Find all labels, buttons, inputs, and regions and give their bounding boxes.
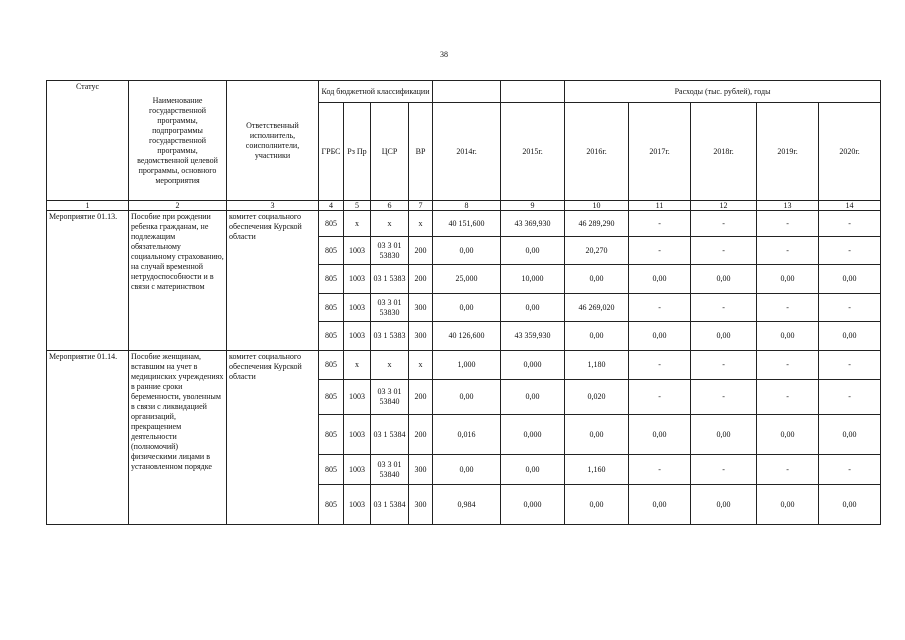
table-cell: 1003 xyxy=(344,322,371,351)
name-cell: Пособие женщинам, вставшим на учет в медицинских учреждениях в ранние сроки беременности, уволенным в связи с ликвидацией организаций, прекращением деятельности (полномочий) физическими лицами в установленном порядке xyxy=(129,351,227,525)
status-cell: Мероприятие 01.13. xyxy=(47,211,129,351)
table-cell: - xyxy=(757,455,819,485)
table-cell: 805 xyxy=(319,380,344,415)
table-cell: 0,000 xyxy=(501,415,565,455)
table-cell: 0,00 xyxy=(691,415,757,455)
table-cell: - xyxy=(629,237,691,265)
table-cell: 0,020 xyxy=(565,380,629,415)
header-empty-9 xyxy=(501,81,565,103)
column-number: 4 xyxy=(319,201,344,211)
table-cell: 805 xyxy=(319,211,344,237)
header-vr: ВР xyxy=(409,103,433,201)
table-cell: х xyxy=(344,211,371,237)
table-cell: 0,00 xyxy=(433,237,501,265)
table-cell: 25,000 xyxy=(433,265,501,294)
table-cell: - xyxy=(629,294,691,322)
column-number: 14 xyxy=(819,201,881,211)
table-cell: 805 xyxy=(319,415,344,455)
table-cell: - xyxy=(691,237,757,265)
table-cell: - xyxy=(629,211,691,237)
table-cell: 0,00 xyxy=(691,322,757,351)
table-cell: - xyxy=(757,237,819,265)
table-cell: - xyxy=(757,294,819,322)
column-number: 2 xyxy=(129,201,227,211)
table-cell: 0,016 xyxy=(433,415,501,455)
table-cell: 40 151,600 xyxy=(433,211,501,237)
column-number: 12 xyxy=(691,201,757,211)
table-cell: 03 1 5383 xyxy=(371,265,409,294)
header-budget-code: Код бюджетной классификации xyxy=(319,81,433,103)
table-cell: - xyxy=(819,294,881,322)
table-cell: 0,984 xyxy=(433,485,501,525)
table-cell: 0,00 xyxy=(565,415,629,455)
name-cell: Пособие при рождении ребенка гражданам, не подлежащим обязательному социальному страхованию, на случай временной нетрудоспособности и в связи с материнством xyxy=(129,211,227,351)
table-cell: 0,00 xyxy=(691,485,757,525)
table-cell: 0,00 xyxy=(501,237,565,265)
table-cell: 0,00 xyxy=(757,415,819,455)
table-cell: - xyxy=(819,237,881,265)
table-cell: 0,00 xyxy=(819,265,881,294)
column-number: 7 xyxy=(409,201,433,211)
status-cell: Мероприятие 01.14. xyxy=(47,351,129,525)
table-cell: - xyxy=(691,380,757,415)
table-cell: 03 1 5384 xyxy=(371,415,409,455)
table-cell: - xyxy=(819,351,881,380)
header-name: Наименование государственной программы, подпрограммы государственной программы, ведомственной целевой программы, основного мероприятия xyxy=(129,81,227,201)
table-cell: 0,00 xyxy=(501,455,565,485)
table-cell: 805 xyxy=(319,294,344,322)
table-cell: - xyxy=(629,380,691,415)
table-cell: 1003 xyxy=(344,455,371,485)
column-number: 10 xyxy=(565,201,629,211)
table-cell: 03 1 5384 xyxy=(371,485,409,525)
column-number: 8 xyxy=(433,201,501,211)
table-cell: 0,00 xyxy=(629,265,691,294)
header-csr: ЦСР xyxy=(371,103,409,201)
table-cell: 0,00 xyxy=(629,415,691,455)
table-cell: 0,00 xyxy=(565,322,629,351)
header-empty-8 xyxy=(433,81,501,103)
table-cell: 0,00 xyxy=(565,265,629,294)
table-cell: 0,00 xyxy=(501,380,565,415)
table-cell: 200 xyxy=(409,237,433,265)
table-cell: 0,00 xyxy=(629,485,691,525)
table-cell: 200 xyxy=(409,380,433,415)
table-cell: 0,00 xyxy=(433,294,501,322)
table-cell: 40 126,600 xyxy=(433,322,501,351)
table-cell: 0,00 xyxy=(819,322,881,351)
budget-table xyxy=(46,80,881,525)
column-number: 9 xyxy=(501,201,565,211)
table-cell: 0,00 xyxy=(757,265,819,294)
column-number: 11 xyxy=(629,201,691,211)
header-status: Статус xyxy=(47,81,129,201)
table-cell: 300 xyxy=(409,322,433,351)
table-cell: 805 xyxy=(319,237,344,265)
header-year-2019: 2019г. xyxy=(757,103,819,201)
table-cell: 0,00 xyxy=(501,294,565,322)
table-cell: - xyxy=(691,351,757,380)
column-number: 13 xyxy=(757,201,819,211)
table-cell: 20,270 xyxy=(565,237,629,265)
header-year-2020: 2020г. xyxy=(819,103,881,201)
table-cell: - xyxy=(691,294,757,322)
table-cell: 0,00 xyxy=(565,485,629,525)
table-cell: 1003 xyxy=(344,294,371,322)
table-cell: - xyxy=(691,211,757,237)
page-number: 38 xyxy=(440,50,448,59)
table-cell: 805 xyxy=(319,455,344,485)
table-cell: 300 xyxy=(409,485,433,525)
table-cell: 1003 xyxy=(344,380,371,415)
responsible-cell: комитет социального обеспечения Курской области xyxy=(227,351,319,525)
table-cell: 1,180 xyxy=(565,351,629,380)
table-cell: - xyxy=(757,351,819,380)
table-cell: х xyxy=(409,351,433,380)
table-cell: 0,000 xyxy=(501,485,565,525)
table-cell: 0,000 xyxy=(501,351,565,380)
table-cell: х xyxy=(344,351,371,380)
header-rzpr: Рз Пр xyxy=(344,103,371,201)
table-cell: 0,00 xyxy=(819,415,881,455)
table-cell: - xyxy=(819,211,881,237)
table-cell: 0,00 xyxy=(691,265,757,294)
table-cell: 03 3 01 53840 xyxy=(371,380,409,415)
table-cell: 1003 xyxy=(344,415,371,455)
table-cell: 0,00 xyxy=(629,322,691,351)
column-number-row xyxy=(47,201,881,211)
table-cell: 0,00 xyxy=(819,485,881,525)
table-cell: 03 3 01 53830 xyxy=(371,237,409,265)
table-cell: 0,00 xyxy=(757,485,819,525)
table-cell: 0,00 xyxy=(757,322,819,351)
table-cell: 46 289,290 xyxy=(565,211,629,237)
table-cell: - xyxy=(629,351,691,380)
table-cell: 03 3 01 53830 xyxy=(371,294,409,322)
table-cell: 10,000 xyxy=(501,265,565,294)
table-cell: 300 xyxy=(409,294,433,322)
table-cell: 46 269,020 xyxy=(565,294,629,322)
table-cell: - xyxy=(819,380,881,415)
table-cell: 805 xyxy=(319,265,344,294)
table-cell: 1003 xyxy=(344,485,371,525)
table-cell: - xyxy=(629,455,691,485)
table-cell: 03 3 01 53840 xyxy=(371,455,409,485)
table-cell: - xyxy=(757,380,819,415)
table-cell: 200 xyxy=(409,415,433,455)
header-grbs: ГРБС xyxy=(319,103,344,201)
table-cell: х xyxy=(371,211,409,237)
header-year-2014: 2014г. xyxy=(433,103,501,201)
table-cell: 43 369,930 xyxy=(501,211,565,237)
table-cell: 0,00 xyxy=(433,380,501,415)
header-responsible: Ответственный исполнитель, соисполнители, участники xyxy=(227,81,319,201)
table-cell: 805 xyxy=(319,485,344,525)
table-cell: 03 1 5383 xyxy=(371,322,409,351)
table-cell: х xyxy=(409,211,433,237)
column-number: 5 xyxy=(344,201,371,211)
table-cell: 0,00 xyxy=(433,455,501,485)
header-expenses: Расходы (тыс. рублей), годы xyxy=(565,81,881,103)
table-cell: - xyxy=(819,455,881,485)
table-row xyxy=(47,211,881,237)
table-cell: 805 xyxy=(319,322,344,351)
table-cell: 1,160 xyxy=(565,455,629,485)
column-number: 1 xyxy=(47,201,129,211)
table-cell: 805 xyxy=(319,351,344,380)
table-cell: 300 xyxy=(409,455,433,485)
table-cell: 1,000 xyxy=(433,351,501,380)
header-year-2016: 2016г. xyxy=(565,103,629,201)
table-cell: - xyxy=(757,211,819,237)
column-number: 6 xyxy=(371,201,409,211)
column-number: 3 xyxy=(227,201,319,211)
table-cell: 1003 xyxy=(344,265,371,294)
table-cell: 1003 xyxy=(344,237,371,265)
table-cell: - xyxy=(691,455,757,485)
table-cell: х xyxy=(371,351,409,380)
table-cell: 43 359,930 xyxy=(501,322,565,351)
table-row xyxy=(47,351,881,380)
table-cell: 200 xyxy=(409,265,433,294)
header-year-2018: 2018г. xyxy=(691,103,757,201)
responsible-cell: комитет социального обеспечения Курской области xyxy=(227,211,319,351)
header-year-2015: 2015г. xyxy=(501,103,565,201)
header-year-2017: 2017г. xyxy=(629,103,691,201)
